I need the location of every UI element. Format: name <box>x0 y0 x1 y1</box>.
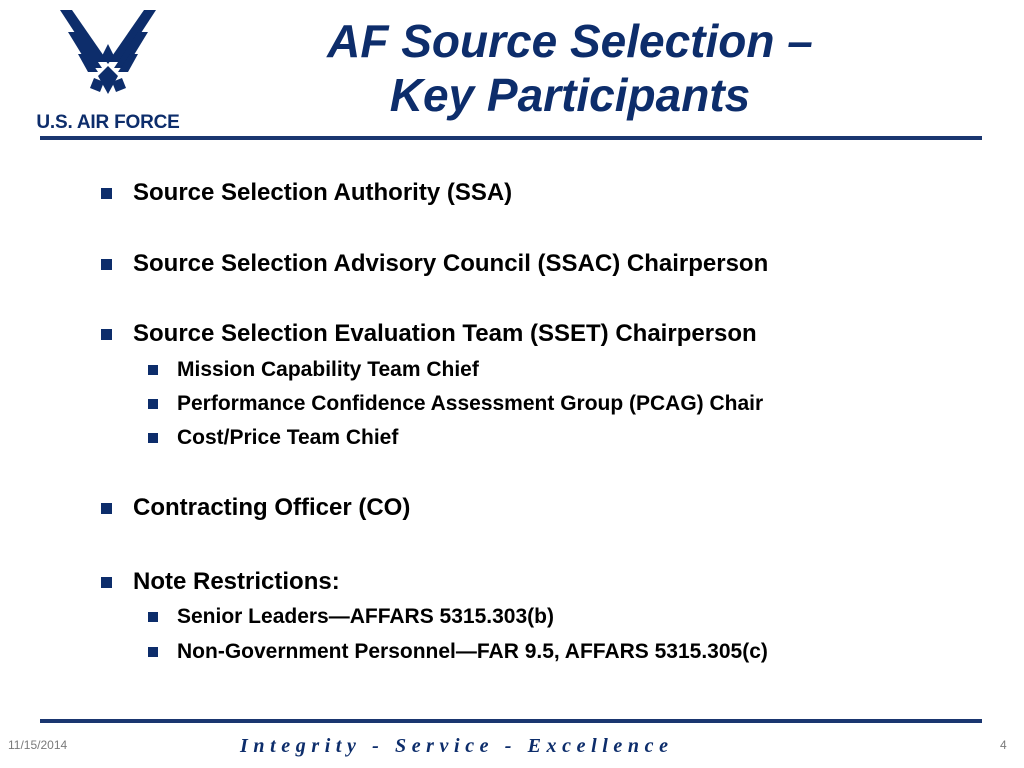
bullet-item <box>133 179 512 207</box>
sub-bullet-item <box>177 604 554 630</box>
sub-bullet-item <box>177 357 479 383</box>
footer-motto: Integrity - Service - Excellence <box>240 735 674 757</box>
bullet-text: Source Selection Advisory Council (SSAC) Chairperson <box>133 250 769 277</box>
logo-text: U.S. AIR FORCE <box>36 112 180 133</box>
sub-bullet-square-icon <box>148 433 158 443</box>
bullet-square-icon <box>101 188 112 199</box>
bullet-square-icon <box>101 577 112 588</box>
bullet-square-icon <box>101 329 112 340</box>
sub-bullet-item <box>177 391 763 417</box>
bullet-item <box>133 320 757 348</box>
footer-divider <box>40 719 982 723</box>
bullet-text: Source Selection Evaluation Team (SSET) Chairperson <box>133 320 757 347</box>
sub-bullet-text: Non-Government Personnel—FAR 9.5, AFFARS 5315.305(c) <box>177 640 768 663</box>
bullet-text: Source Selection Authority (SSA) <box>133 179 513 206</box>
bullet-square-icon <box>101 503 112 514</box>
sub-bullet-text: Mission Capability Team Chief <box>177 358 479 381</box>
sub-bullet-square-icon <box>148 612 158 622</box>
footer-date: 11/15/2014 <box>8 738 68 752</box>
title-line-1: AF Source Selection – <box>327 15 813 67</box>
sub-bullet-item <box>177 425 398 451</box>
page-number: 4 <box>1000 738 1007 752</box>
bullet-text: Note Restrictions: <box>133 568 340 595</box>
bullet-text: Contracting Officer (CO) <box>133 494 411 521</box>
bullet-square-icon <box>101 259 112 270</box>
sub-bullet-item <box>177 639 768 665</box>
bullet-item <box>133 250 768 278</box>
bullet-item <box>133 494 410 522</box>
sub-bullet-text: Senior Leaders—AFFARS 5315.303(b) <box>177 605 554 628</box>
bullet-item <box>133 568 340 596</box>
title-line-2: Key Participants <box>389 69 751 121</box>
sub-bullet-text: Performance Confidence Assessment Group (PCAG) Chair <box>177 392 764 415</box>
sub-bullet-text: Cost/Price Team Chief <box>177 426 399 449</box>
sub-bullet-square-icon <box>148 399 158 409</box>
sub-bullet-square-icon <box>148 365 158 375</box>
sub-bullet-square-icon <box>148 647 158 657</box>
